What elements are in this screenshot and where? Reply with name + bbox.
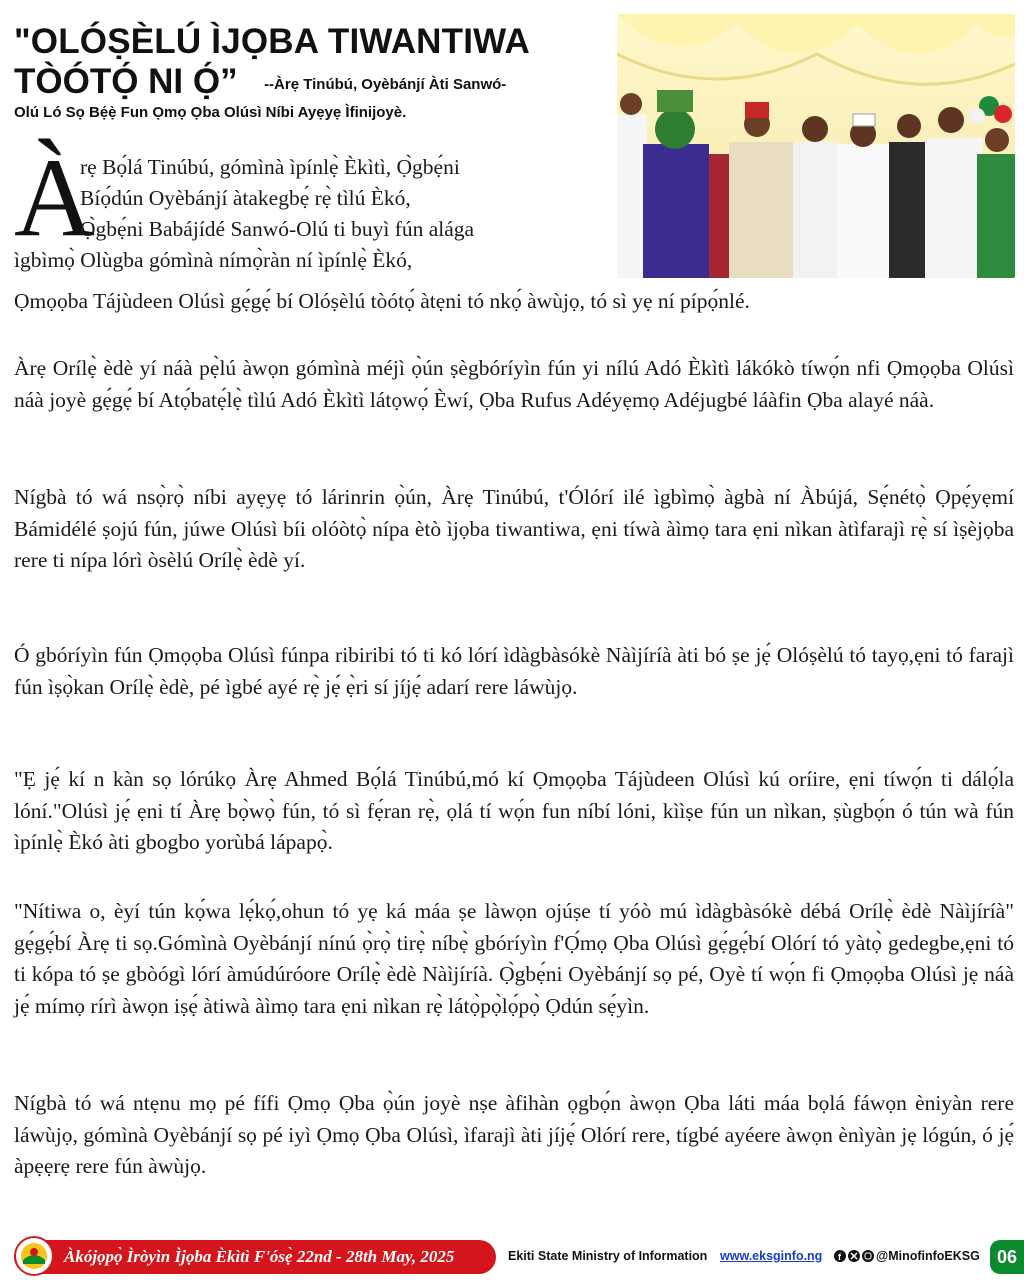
lead-line: Ọ̀gbẹ́ni Babájídé Sanwó-Olú ti buyì fún alága	[80, 217, 475, 241]
issue-title: Àkójọpọ̀ Ìròyìn Ìjọba Èkìtì F'ósẹ̀ 22nd - 28th May, 2025	[64, 1247, 455, 1266]
byline-inline: --Àrẹ Tinúbú, Oyèbánjí Àti Sanwó-	[264, 76, 507, 93]
drop-cap: À	[14, 136, 95, 260]
byline: Olú Ló Sọ Bẹ́ẹ̀ Fun Ọmọ Ọba Olúsì Níbi Ayẹyẹ Ìfinijoyè.	[14, 104, 407, 121]
website-link[interactable]: www.eksginfo.ng	[720, 1249, 823, 1263]
ekiti-seal-icon	[14, 1236, 54, 1276]
headline-line-1: "OLÓṢÈLÚ ÌJỌBA TIWANTIWA	[14, 22, 530, 61]
lead-line: Bíọ́dún Oyèbánjí àtakegbẹ́ rẹ̀ tìlú Èkó,	[80, 186, 411, 210]
page-number: 06	[990, 1240, 1024, 1274]
lead-line-full: Ọmọọba Tájùdeen Olúsì gẹ́gẹ́ bí Olóṣèlú tòótọ́ àtẹni tó nkọ́ àwùjọ, tó sì yẹ ní pípọ́nlé.	[14, 289, 750, 313]
headline-line-2: TÒÓTỌ́ NI Ọ́”	[14, 62, 238, 101]
paragraph: "Nítiwa o, èyí tún kọ́wa lẹ́kọ́,ohun tó yẹ ká máa ṣe làwọn ojúṣe tí yóò mú ìdàgbàsókè débá Orílẹ̀ èdè Nàìjíríà" gẹ́gẹ́bí Àrẹ ti sọ.Gómìnà Oyèbánjí nínú ọ̀rọ̀ tirẹ̀ níbẹ̀ gbóríyìn f'Ọ́mọ Ọba Olúsì gẹ́gẹ́bí Olórí tó yàtọ̀ gedegbe,ẹni tó ti kópa tó ṣe gbòógì lórí àmúdúróore Orílẹ̀ èdè Nàìjíríà. Ọ̀gbẹ́ni Oyèbánjí sọ pé, Oyè tí wọ́n fi Ọmọọba Olúsì jẹ náà jẹ́ mímọ rírì àwọn iṣẹ́ àtiwà àìmọ tara ẹni nìkan rẹ̀ látọ̀pọ̀lọ́pọ̀ Ọdún sẹ́yìn.	[14, 899, 1014, 1018]
ceremony-photo	[617, 14, 1015, 278]
footer	[0, 1234, 1024, 1280]
lead-line: rẹ Bọ́lá Tinúbú, gómìnà ìpínlẹ̀ Èkìtì, Ọ̀gbẹ́ni	[80, 155, 460, 179]
social-handle[interactable]: @MinofinfoEKSG	[876, 1249, 980, 1263]
svg-text:f: f	[838, 1252, 841, 1262]
paragraph: Nígbà tó wá nsọ̀rọ̀ níbi ayẹyẹ tó lárinrin ọ̀ún, Àrẹ Tinúbú, t'Ólórí ilé ìgbìmọ̀ àgbà ní Àbújá, Sẹ́nétọ̀ Ọpẹ́yẹmí Bámidélé ṣojú fún, júwe Olúsì bíi olóòtọ̀ nípa ètò ìjọba tiwantiwa, ẹni tíwà àìmọ tara ẹni nìkan àtìfarajì rẹ̀ sí ìṣèjọba rere ti nípa lórì òsèlú Orílẹ̀ èdè yí.	[14, 485, 1014, 572]
social-icons	[834, 1248, 874, 1264]
instagram-icon	[862, 1250, 874, 1262]
lead-paragraph	[14, 136, 610, 276]
lead-line: ìgbìmọ̀ Olùgba gómìnà nímọ̀ràn ní ìpínlẹ̀ Èkó,	[14, 248, 413, 272]
headline	[14, 22, 604, 122]
ministry-name: Ekiti State Ministry of Information	[508, 1249, 708, 1263]
paragraph: Nígbà tó wá ntẹnu mọ pé fífi Ọmọ Ọba ọ̀ún joyè nṣe àfihàn ọgbọ́n àwọn Ọba láti máa bọlá fáwọn èniyàn rere láwùjọ, gómìnà Oyèbánjí sọ pé iyì Ọmọ Ọba Olúsì, ìfarajì àti jíjẹ́ Olórí rere, tígbé ayéere àwọn ènìyàn jẹ lógún, ó jẹ́ àpẹẹrẹ rere fún àwùjọ.	[14, 1091, 1014, 1178]
paragraph: "Ẹ jẹ́ kí n kàn sọ lórúkọ Àrẹ Ahmed Bọ́lá Tinúbú,mó kí Ọmọọba Tájùdeen Olúsì kú oríire, ẹni tíwọ́n ti dálọ́la lóní."Olúsì jẹ́ ẹni tí Àrẹ bọ̀wọ̀ fún, tó sì fẹ́ran rẹ̀, ọlá tí wọ́n fun níbí lóni, kììṣe fún un nìkan, ṣùgbọ́n ó tún wà fún ìpínlẹ̀ Èkó àti gbogbo yorùbá lápapọ̀.	[14, 767, 1014, 854]
paragraph: Ó gbóríyìn fún Ọmọọba Olúsì fúnpa ribiribi tó ti kó lórí ìdàgbàsókè Nàìjíríà àti bó ṣe jẹ́ Olóṣèlú tó tayọ,ẹni tó farajì fún ìṣọ̀kan Orílẹ̀ èdè, pé ìgbé ayé rẹ̀ jẹ́ ẹ̀ri sí jíjẹ́ adarí rere láwùjọ.	[14, 643, 1014, 699]
paragraph: Àrẹ Orílẹ̀ èdè yí náà pẹ̀lú àwọn gómìnà méjì ọ̀ún ṣègbóríyìn fún yi nílú Adó Èkìtì lákókò tíwọ́n nfi Ọmọọba Olúsì náà joyè gẹ́gẹ́ bí Atọ́batẹ́lẹ̀ tìlú Adó Èkìtì látọwọ́ Èwí, Ọba Rufus Adéyẹmọ Adéjugbé láàfin Ọba alayé náà.	[14, 356, 1014, 412]
